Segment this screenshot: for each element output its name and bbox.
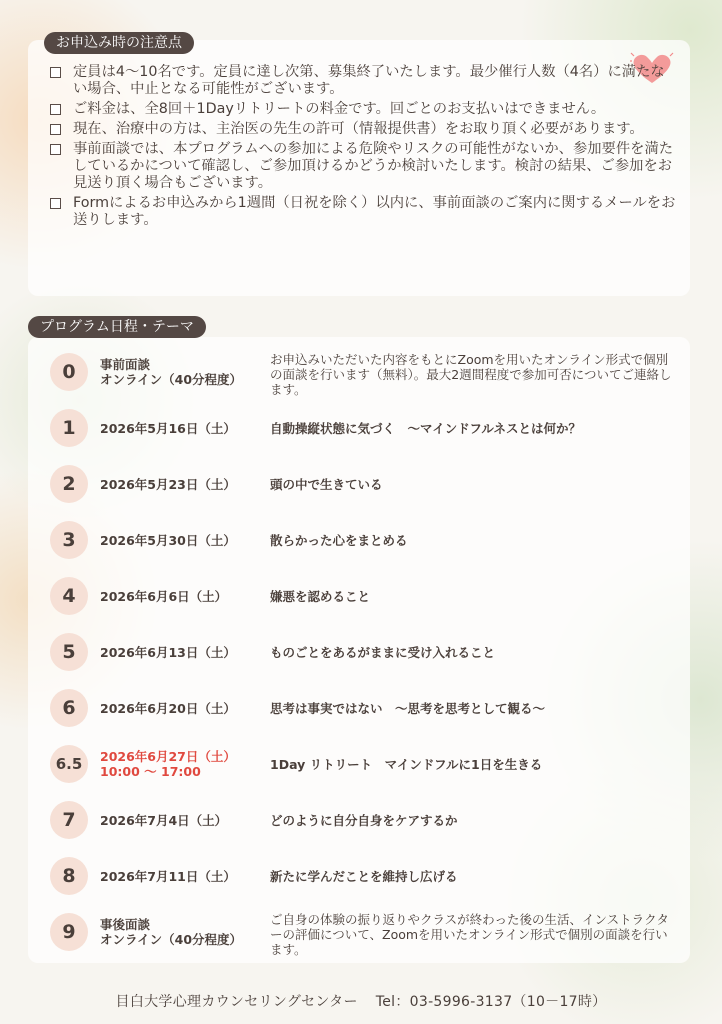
session-description: ご自身の体験の振り返りやクラスが終わった後の生活、インストラクターの評価について、Zoomを用いたオンライン形式で個別の面談を行います。 bbox=[270, 912, 669, 957]
session-number: 7 bbox=[50, 801, 88, 839]
session-number: 2 bbox=[50, 465, 88, 503]
notice-item bbox=[48, 64, 678, 98]
notice-heading: お申込み時の注意点 bbox=[44, 32, 194, 54]
checkbox-icon bbox=[50, 104, 61, 115]
session-date-line1: 2026年7月11日（土） bbox=[100, 868, 236, 884]
session-number: 5 bbox=[50, 633, 88, 671]
footer-organization: 目白大学心理カウンセリングセンター bbox=[115, 994, 358, 1010]
session-number: 6.5 bbox=[50, 745, 88, 783]
session-date-line2: オンライン（40分程度） bbox=[100, 932, 243, 947]
session-date bbox=[100, 516, 270, 564]
session-date bbox=[100, 740, 270, 788]
session-theme: ものごとをあるがままに受け入れること bbox=[270, 644, 496, 660]
schedule-row bbox=[50, 852, 680, 908]
schedule-row bbox=[50, 684, 680, 740]
schedule-row bbox=[50, 516, 680, 572]
session-theme: 頭の中で生きている bbox=[270, 476, 383, 492]
session-date-line1: 事前面談 bbox=[100, 357, 151, 372]
session-theme: 散らかった心をまとめる bbox=[270, 532, 408, 548]
schedule-row bbox=[50, 908, 680, 964]
session-date bbox=[100, 908, 270, 956]
session-date bbox=[100, 404, 270, 452]
session-date bbox=[100, 684, 270, 732]
session-date-line1: 2026年6月13日（土） bbox=[100, 644, 236, 660]
session-theme: 自動操縦状態に気づく ～マインドフルネスとは何か？ bbox=[270, 420, 582, 436]
schedule-row bbox=[50, 460, 680, 516]
checkbox-icon bbox=[50, 198, 61, 209]
session-date bbox=[100, 460, 270, 508]
checkbox-icon bbox=[50, 124, 61, 135]
notice-item-text: 現在、治療中の方は、主治医の先生の許可（情報提供書）をお取り頂く必要があります。 bbox=[73, 121, 644, 137]
session-theme: 嫌悪を認めること bbox=[270, 588, 371, 604]
session-date bbox=[100, 348, 270, 396]
session-date-line1: 2026年5月16日（土） bbox=[100, 420, 236, 436]
schedule-row bbox=[50, 404, 680, 460]
schedule-row bbox=[50, 628, 680, 684]
notice-item bbox=[48, 195, 678, 229]
session-number: 8 bbox=[50, 857, 88, 895]
notice-item-text: 事前面談では、本プログラムへの参加による危険やリスクの可能性がないか、参加要件を満たしているかについて確認し、ご参加頂けるかどうか検討いたします。検討の結果、ご参加をお見送り頂く場合もございます。 bbox=[73, 141, 674, 191]
notice-item bbox=[48, 101, 678, 118]
session-date-line1: 2026年6月6日（土） bbox=[100, 588, 228, 604]
schedule-row bbox=[50, 572, 680, 628]
schedule-row bbox=[50, 740, 680, 796]
session-theme: どのように自分自身をケアするか bbox=[270, 812, 458, 828]
session-date bbox=[100, 852, 270, 900]
checkbox-icon bbox=[50, 144, 61, 155]
notice-item-text: Formによるお申込みから1週間（日祝を除く）以内に、事前面談のご案内に関するメールをお送りします。 bbox=[73, 195, 676, 228]
session-date-line2: オンライン（40分程度） bbox=[100, 372, 243, 387]
session-number: 0 bbox=[50, 353, 88, 391]
session-theme: 1Day リトリート マインドフルに1日を生きる bbox=[270, 756, 543, 772]
session-date-line1: 2026年5月23日（土） bbox=[100, 476, 236, 492]
session-date-line1: 2026年7月4日（土） bbox=[100, 812, 228, 828]
notice-item bbox=[48, 141, 678, 192]
notice-item bbox=[48, 121, 678, 138]
schedule-list bbox=[50, 348, 680, 964]
session-date bbox=[100, 628, 270, 676]
session-theme: 思考は事実ではない ～思考を思考として観る～ bbox=[270, 700, 546, 716]
schedule-row bbox=[50, 796, 680, 852]
footer-telephone: Tel：03-5996-3137（10－17時） bbox=[375, 994, 607, 1010]
session-date-line1: 事後面談 bbox=[100, 917, 151, 932]
session-number: 3 bbox=[50, 521, 88, 559]
schedule-heading: プログラム日程・テーマ bbox=[28, 316, 206, 338]
session-number: 9 bbox=[50, 913, 88, 951]
footer bbox=[0, 978, 722, 1024]
session-date bbox=[100, 796, 270, 844]
session-date-line1: 2026年6月27日（土） bbox=[100, 749, 236, 764]
session-theme: 新たに学んだことを維持し広げる bbox=[270, 868, 458, 884]
session-date-line1: 2026年6月20日（土） bbox=[100, 700, 236, 716]
notice-list bbox=[48, 64, 678, 232]
session-description: お申込みいただいた内容をもとにZoomを用いたオンライン形式で個別の面談を行います（無料）。最大2週間程度で参加可否についてご連絡します。 bbox=[270, 352, 672, 397]
session-number: 1 bbox=[50, 409, 88, 447]
schedule-row bbox=[50, 348, 680, 404]
session-date-line1: 2026年5月30日（土） bbox=[100, 532, 236, 548]
session-number: 6 bbox=[50, 689, 88, 727]
notice-item-text: ご料金は、全8回＋1Dayリトリートの料金です。回ごとのお支払いはできません。 bbox=[73, 101, 606, 117]
notice-item-text: 定員は4～10名です。定員に達し次第、募集終了いたします。最少催行人数（4名）に満たない場合、中止となる可能性がございます。 bbox=[73, 64, 665, 97]
session-number: 4 bbox=[50, 577, 88, 615]
session-date bbox=[100, 572, 270, 620]
checkbox-icon bbox=[50, 67, 61, 78]
session-time: 10:00 ～ 17:00 bbox=[100, 764, 201, 779]
